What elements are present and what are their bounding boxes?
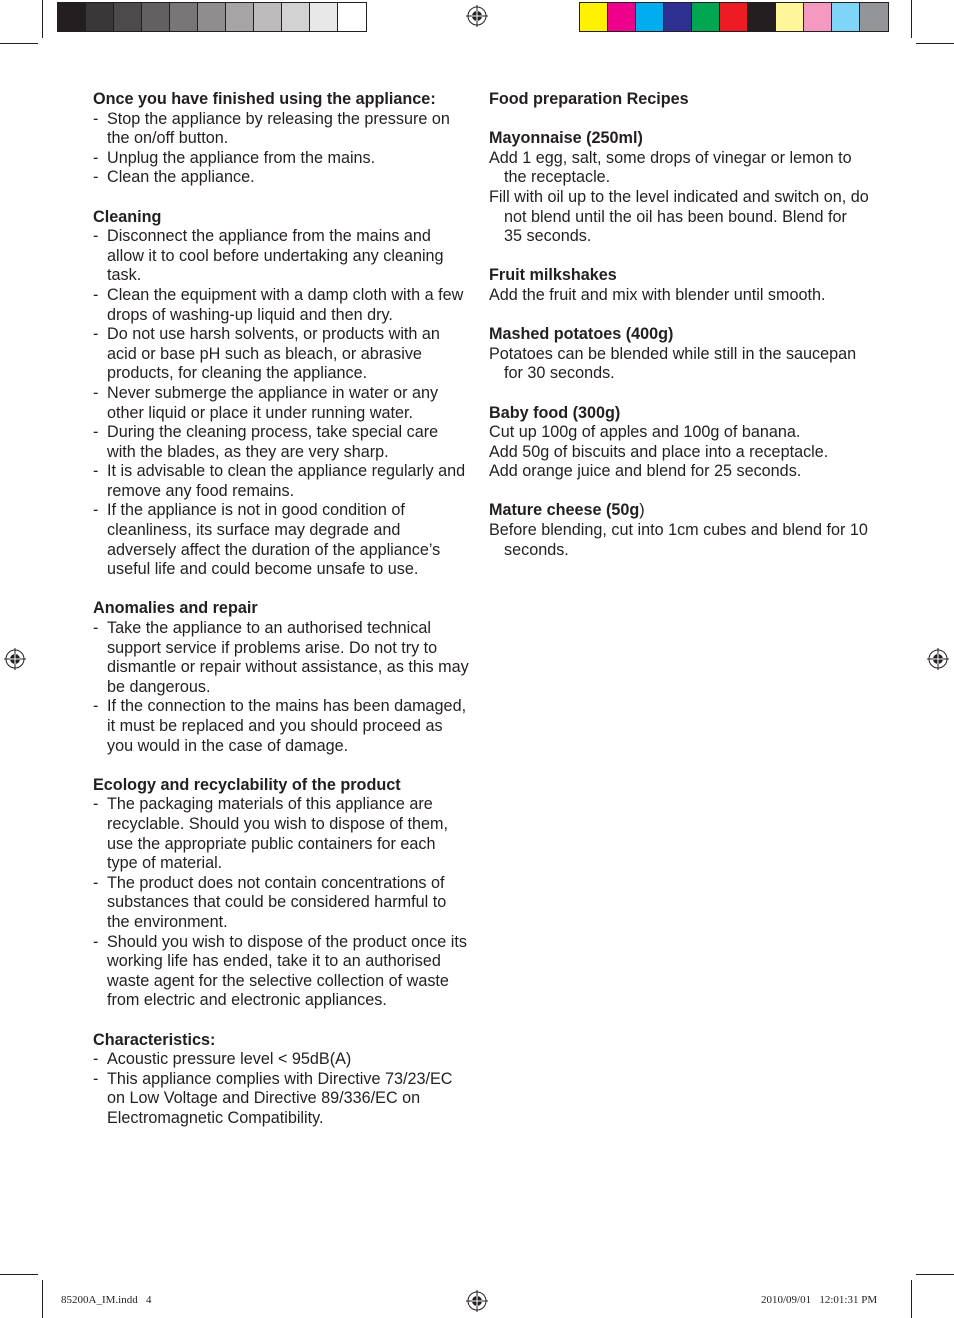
list-item: - Acoustic pressure level < 95dB(A) xyxy=(93,1050,469,1070)
left-column xyxy=(93,90,469,1148)
color-swatch xyxy=(142,3,170,31)
list-item: - Take the appliance to an authorised technical support service if problems arise. Do not try to dismantle or repair without assistance, as this may be dangerous. xyxy=(93,619,469,697)
recipe-step: Potatoes can be blended while still in the saucepan for 30 seconds. xyxy=(489,344,857,383)
recipe-heading-suffix: ) xyxy=(639,501,645,520)
list-item: - Disconnect the appliance from the mains and allow it to cool before undertaking any cleaning task. xyxy=(93,227,469,286)
crop-mark xyxy=(42,0,43,38)
color-swatch xyxy=(170,3,198,31)
recipe-heading xyxy=(489,129,869,149)
recipe-name: Fruit milkshakes xyxy=(489,266,617,285)
color-swatch xyxy=(86,3,114,31)
section xyxy=(93,599,469,756)
recipe-step: Fill with oil up to the level indicated and switch on, do not blend until the oil has been bound. Blend for 35 seconds. xyxy=(489,187,869,246)
bullet-list xyxy=(93,1050,469,1128)
color-swatch xyxy=(226,3,254,31)
recipe-name: Baby food (300g) xyxy=(489,403,621,422)
recipe-step: Cut up 100g of apples and 100g of banana. xyxy=(489,423,801,442)
section-heading: Characteristics: xyxy=(93,1030,216,1049)
crop-mark xyxy=(916,43,954,44)
recipes-title: Food preparation Recipes xyxy=(489,90,689,108)
section-heading: Ecology and recyclability of the product xyxy=(93,775,401,794)
list-item: - Clean the appliance. xyxy=(93,168,469,188)
crop-mark xyxy=(0,1274,38,1275)
section xyxy=(93,208,469,580)
color-swatch xyxy=(580,3,608,31)
color-swatch-bar xyxy=(579,2,889,32)
recipe-name: Mayonnaise (250ml) xyxy=(489,129,643,148)
recipe xyxy=(489,501,869,560)
list-item: - If the appliance is not in good condition of cleanliness, its surface may degrade and adversely affect the duration of the appliance’s useful life and could become unsafe to use. xyxy=(93,501,469,579)
registration-mark-icon xyxy=(466,5,488,27)
color-swatch xyxy=(114,3,142,31)
recipe-heading xyxy=(489,325,869,345)
color-swatch xyxy=(310,3,338,31)
recipe-step: Add orange juice and blend for 25 seconds. xyxy=(489,462,802,481)
section-heading: Cleaning xyxy=(93,207,162,226)
section xyxy=(93,1031,469,1129)
bullet-list xyxy=(93,619,469,756)
bullet-list xyxy=(93,227,469,580)
list-item: - The product does not contain concentrations of substances that could be considered harmful to the environment. xyxy=(93,874,469,933)
color-swatch xyxy=(832,3,860,31)
recipe-name: Mashed potatoes (400g) xyxy=(489,325,674,344)
right-column xyxy=(489,90,869,580)
recipe-heading xyxy=(489,266,869,286)
section xyxy=(93,90,469,188)
recipe-heading xyxy=(489,404,869,424)
section-heading: Anomalies and repair xyxy=(93,599,258,618)
list-item: - It is advisable to clean the appliance regularly and remove any food remains. xyxy=(93,462,469,501)
crop-mark xyxy=(42,1280,43,1318)
color-swatch xyxy=(664,3,692,31)
recipe-heading xyxy=(489,501,869,521)
list-item: - This appliance complies with Directive 73/23/EC on Low Voltage and Directive 89/336/EC on Electromagnetic Compatibility. xyxy=(93,1070,469,1129)
list-item: - Stop the appliance by releasing the pressure on the on/off button. xyxy=(93,110,469,149)
list-item: - Never submerge the appliance in water or any other liquid or place it under running water. xyxy=(93,384,469,423)
list-item: - The packaging materials of this appliance are recyclable. Should you wish to dispose of them, use the appropriate public containers for each type of material. xyxy=(93,795,469,873)
color-swatch xyxy=(748,3,776,31)
recipes-section xyxy=(489,90,869,110)
recipe-list xyxy=(489,129,869,560)
recipe xyxy=(489,129,869,247)
recipe-step: Add the fruit and mix with blender until smooth. xyxy=(489,285,826,304)
crop-mark xyxy=(916,1274,954,1275)
list-item: - If the connection to the mains has been damaged, it must be replaced and you should proceed as you would in the case of damage. xyxy=(93,697,469,756)
color-swatch xyxy=(692,3,720,31)
color-swatch xyxy=(198,3,226,31)
color-swatch xyxy=(282,3,310,31)
list-item: - Clean the equipment with a damp cloth with a few drops of washing-up liquid and then dry. xyxy=(93,286,469,325)
crop-mark xyxy=(911,1280,912,1318)
color-swatch xyxy=(608,3,636,31)
color-swatch xyxy=(804,3,832,31)
color-swatch xyxy=(860,3,888,31)
color-swatch xyxy=(338,3,366,31)
color-swatch xyxy=(776,3,804,31)
color-swatch xyxy=(58,3,86,31)
registration-mark-icon xyxy=(4,648,26,670)
recipe xyxy=(489,404,869,482)
grayscale-swatch-bar xyxy=(57,2,367,32)
recipe-step: Add 1 egg, salt, some drops of vinegar or lemon to the receptacle. xyxy=(489,148,852,187)
footer-file-slug: 85200A_IM.indd 4 xyxy=(61,1294,152,1306)
color-swatch xyxy=(254,3,282,31)
recipe-name: Mature cheese (50g xyxy=(489,501,640,520)
bullet-list xyxy=(93,110,469,188)
registration-mark-icon xyxy=(466,1290,488,1312)
crop-mark xyxy=(0,43,38,44)
list-item: - During the cleaning process, take special care with the blades, as they are very sharp. xyxy=(93,423,469,462)
color-swatch xyxy=(720,3,748,31)
recipe xyxy=(489,266,869,305)
bullet-list xyxy=(93,795,469,1011)
recipe-step: Add 50g of biscuits and place into a receptacle. xyxy=(489,442,829,461)
footer-timestamp: 2010/09/01 12:01:31 PM xyxy=(761,1294,878,1306)
crop-mark xyxy=(911,0,912,38)
recipe xyxy=(489,325,869,384)
color-swatch xyxy=(636,3,664,31)
section xyxy=(93,776,469,1011)
recipe-step: Before blending, cut into 1cm cubes and blend for 10 seconds. xyxy=(489,521,868,559)
registration-mark-icon xyxy=(927,648,949,670)
section-heading: Once you have finished using the appliance: xyxy=(93,90,436,108)
list-item: - Do not use harsh solvents, or products with an acid or base pH such as bleach, or abrasive products, for cleaning the appliance. xyxy=(93,325,469,384)
list-item: - Unplug the appliance from the mains. xyxy=(93,149,469,169)
list-item: - Should you wish to dispose of the product once its working life has ended, take it to an authorised waste agent for the selective collection of waste from electric and electronic appliances. xyxy=(93,933,469,1011)
